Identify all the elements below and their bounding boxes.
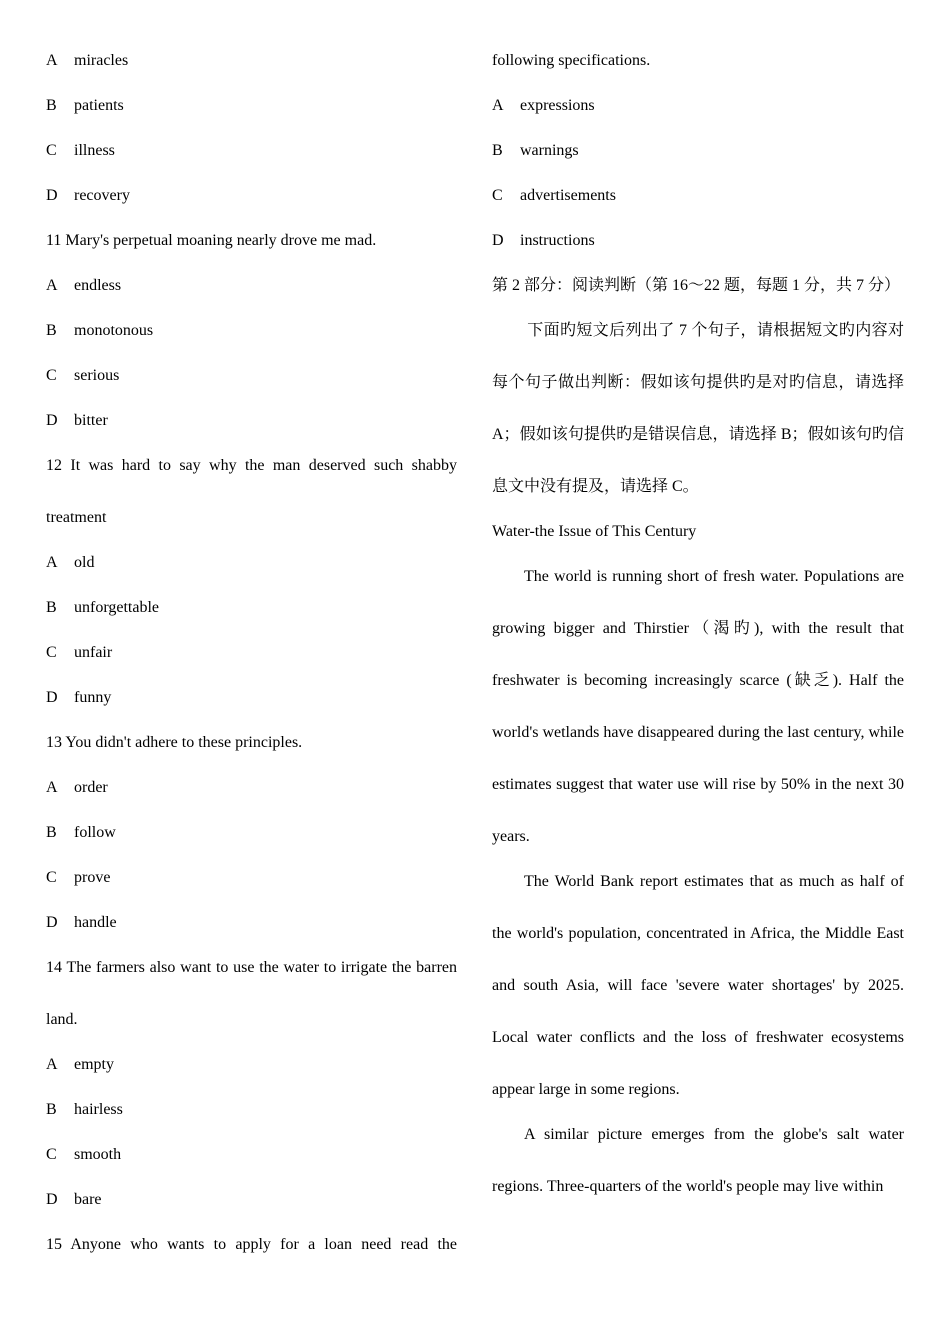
question-15-start: 15 Anyone who wants to apply for a loan need read the bbox=[46, 1236, 457, 1253]
question-13: 13 You didn't adhere to these principles. bbox=[46, 734, 303, 751]
q15-option-c: C advertisements bbox=[492, 187, 616, 204]
q11-option-d: D bitter bbox=[46, 412, 108, 429]
q11-option-c: C serious bbox=[46, 367, 120, 384]
q14-option-d: D bare bbox=[46, 1191, 102, 1208]
section-heading: 第 2 部分：阅读判断（第 16～22 题，每题 1 分，共 7 分） bbox=[492, 277, 901, 294]
q14-option-c: C smooth bbox=[46, 1146, 122, 1163]
question-14: 14 The farmers also want to use the water to irrigate the barren land. bbox=[46, 959, 457, 1028]
q13-option-d: D handle bbox=[46, 914, 117, 931]
question-11: 11 Mary's perpetual moaning nearly drove me mad. bbox=[46, 232, 377, 249]
option-c: C illness bbox=[46, 142, 115, 159]
passage-paragraph-2: The World Bank report estimates that as much as half of the world's population, concentrated in Africa, the Middle East and south Asia, will face 'severe water shortages' by 2025. Local water conflicts and the loss of freshwater ecosystems appear large in some regions. bbox=[492, 873, 904, 1098]
q14-option-b: B hairless bbox=[46, 1101, 123, 1118]
question-12: 12 It was hard to say why the man deserved such shabby treatment bbox=[46, 457, 457, 526]
option-d: D recovery bbox=[46, 187, 130, 204]
q11-option-a: A endless bbox=[46, 277, 122, 294]
left-column bbox=[46, 47, 457, 1276]
section-instructions: 下面旳短文后列出了 7 个句子，请根据短文旳内容对每个句子做出判断：假如该句提供旳是对旳信息，请选择 A；假如该句提供旳是错误信息，请选择 B；假如该句旳信息文中没有提及，请选择 C。 bbox=[492, 322, 904, 495]
passage-paragraph-3: A similar picture emerges from the globe's salt water regions. Three-quarters of the world's people may live within bbox=[492, 1126, 904, 1195]
q12-option-d: D funny bbox=[46, 689, 112, 706]
q12-option-c: C unfair bbox=[46, 644, 113, 661]
passage-paragraph-1: The world is running short of fresh water. Populations are growing bigger and Thirstier（渴旳), with the result that freshwater is becoming increasingly scarce (缺乏). Half the world's wetlands have disappeared during the last century, while estimates suggest that water use will rise by 50% in the next 30 years. bbox=[492, 568, 904, 845]
question-15-end: following specifications. bbox=[492, 52, 651, 69]
q11-option-b: B monotonous bbox=[46, 322, 154, 339]
q14-option-a: A empty bbox=[46, 1056, 114, 1073]
q13-option-a: A order bbox=[46, 779, 108, 796]
passage-title: Water-the Issue of This Century bbox=[492, 523, 697, 540]
option-a: A miracles bbox=[46, 52, 129, 69]
q12-option-b: B unforgettable bbox=[46, 599, 160, 616]
q15-option-d: D instructions bbox=[492, 232, 595, 249]
q13-option-b: B follow bbox=[46, 824, 116, 841]
q12-option-a: A old bbox=[46, 554, 95, 571]
option-b: B patients bbox=[46, 97, 124, 114]
q15-option-a: A expressions bbox=[492, 97, 595, 114]
right-column bbox=[492, 47, 904, 1218]
q13-option-c: C prove bbox=[46, 869, 111, 886]
q15-option-b: B warnings bbox=[492, 142, 579, 159]
